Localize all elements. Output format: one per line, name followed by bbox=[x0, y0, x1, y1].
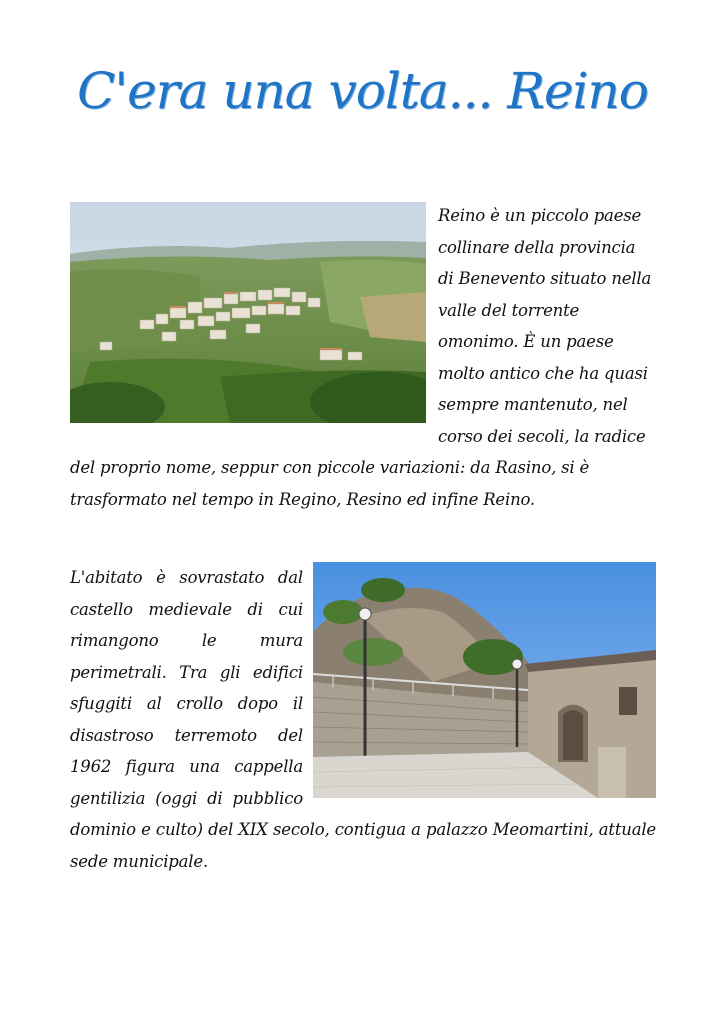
castle-street-photo bbox=[313, 562, 656, 798]
section-castle bbox=[70, 562, 656, 877]
page-title: C'era una volta... Reino bbox=[77, 62, 648, 120]
village-panorama-photo bbox=[70, 202, 426, 423]
castle-paragraph: L'abitato è sovrastato dal castello medievale di cui rimangono le mura perimetrali. Tra gli edifici sfuggiti al crollo dopo il disastroso terremoto del 1962 figura una cappella gentilizia (oggi di pubblico dominio e culto) del XIX secolo, contigua a palazzo Meomartini, attuale sede municipale. bbox=[70, 568, 656, 871]
section-intro bbox=[70, 200, 655, 515]
intro-paragraph: Reino è un piccolo paese collinare della provincia di Benevento situato nella valle del torrente omonimo. È un paese molto antico che ha quasi sempre mantenuto, nel corso dei secoli, la radice del proprio nome, seppur con piccole variazioni: da Rasino, si è trasformato nel tempo in Regino, Resino ed infine Reino. bbox=[70, 206, 652, 509]
